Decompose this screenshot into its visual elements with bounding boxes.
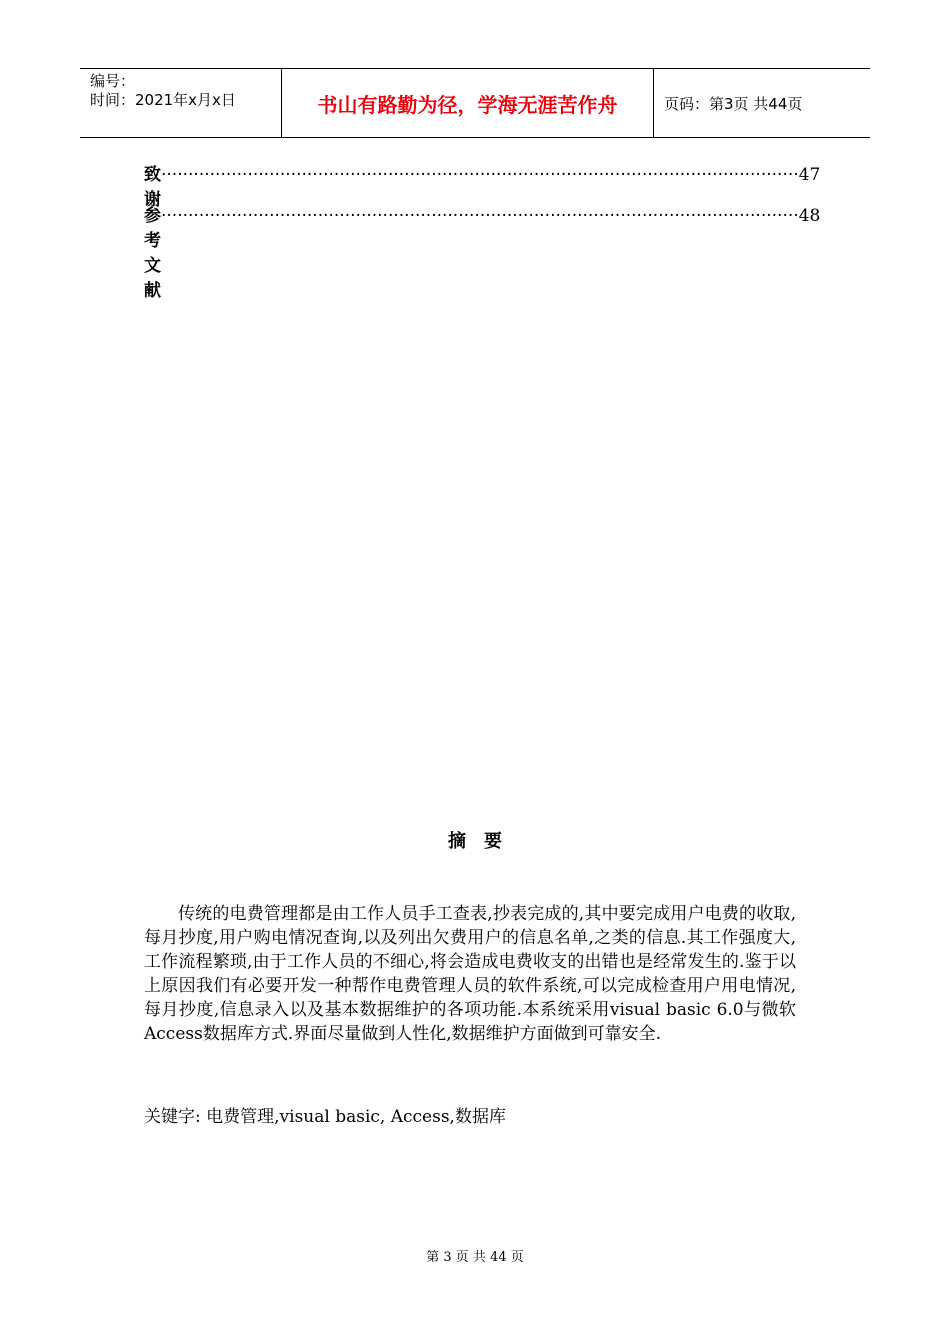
- time-label: 时间：2021年x月x日: [90, 91, 236, 109]
- abstract-body: 传统的电费管理都是由工作人员手工查表,抄表完成的,其中要完成用户电费的收取,每月抄度,用户购电情况查询,以及列出欠费用户的信息名单,之类的信息.其工作强度大,工作流程繁琐,由于工作人员的不细心,将会造成电费收支的出错也是经常发生的.鉴于以上原因我们有必要开发一种帮作电费管理人员的软件系统,可以完成检查用户用电情况,每月抄度,信息录入以及基本数据维护的各项功能.本系统采用visual basic 6.0与微软Access数据库方式.界面尽量做到人性化,数据维护方面做到可靠安全.: [144, 904, 796, 1044]
- toc-leader: ······················································································································: [161, 206, 799, 226]
- toc-page: 47: [798, 165, 821, 185]
- toc-title: 致谢: [144, 165, 161, 210]
- toc-entry: [144, 201, 821, 301]
- header-motto: 书山有路勤为径，学海无涯苦作舟: [282, 69, 654, 137]
- abstract-title: 摘要: [448, 831, 520, 852]
- page-footer: 第 3 页 共 44 页: [426, 1250, 524, 1265]
- header-meta: [80, 69, 282, 137]
- page-header: [80, 68, 870, 138]
- toc-title: 参考文献: [144, 206, 161, 301]
- toc-leader: ······················································································································: [161, 165, 799, 185]
- keywords: 关键字: 电费管理,visual basic, Access,数据库: [144, 1107, 506, 1127]
- number-label: 编号：: [90, 72, 136, 90]
- toc-page: 48: [798, 206, 821, 226]
- header-page-label: 页码：第3页 共44页: [664, 94, 803, 113]
